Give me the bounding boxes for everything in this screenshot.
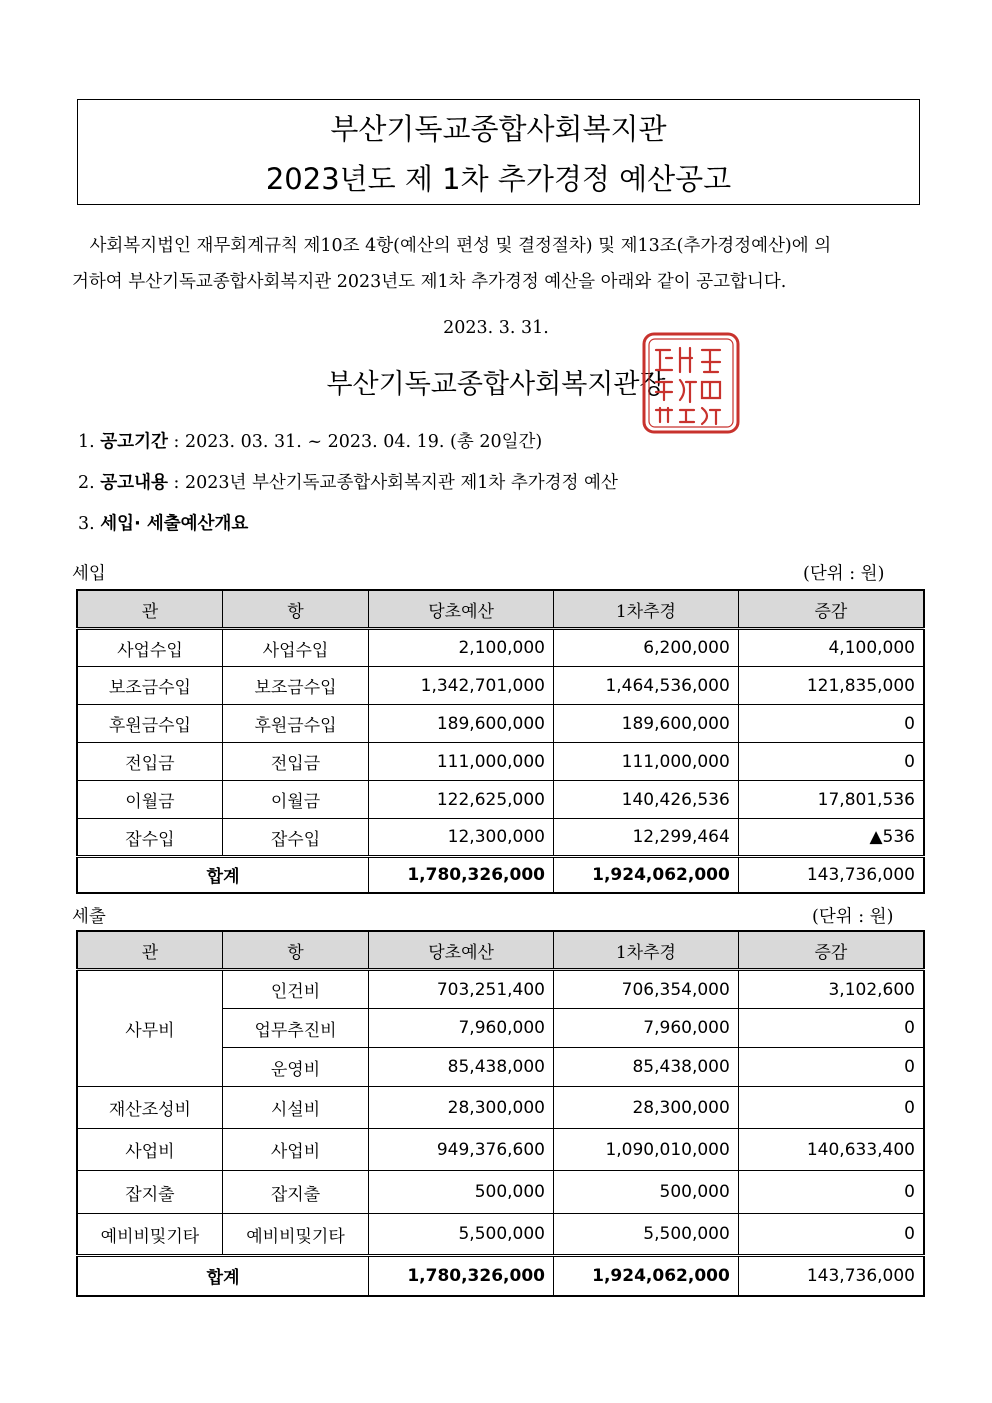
column-header: 당초예산 [369, 590, 554, 629]
revenue-unit: (단위 : 원) [803, 564, 885, 584]
table-row: 사업수입 사업수입 2,100,000 6,200,000 4,100,000 [77, 629, 924, 667]
table-row: 재산조성비 시설비 28,300,000 28,300,000 0 [77, 1087, 924, 1129]
table-row: 업무추진비 7,960,000 7,960,000 0 [77, 1009, 924, 1048]
column-header: 증감 [738, 590, 924, 629]
notice-items [78, 428, 618, 551]
table-row: 이월금 이월금 122,625,000 140,426,536 17,801,536 [77, 781, 924, 819]
expense-table [76, 930, 925, 1297]
table-row: 보조금수입 보조금수입 1,342,701,000 1,464,536,000 121,835,000 [77, 667, 924, 705]
item-value: 2023년 부산기독교종합사회복지관 제1차 추가경정 예산 [184, 473, 618, 493]
table-header-row [77, 590, 924, 629]
column-header: 증감 [738, 931, 924, 970]
revenue-table [76, 589, 925, 894]
revenue-label: 세입 [72, 564, 106, 584]
item-overview: 3. 세입· 세출예산개요 [78, 514, 249, 534]
column-header: 1차추경 [554, 931, 739, 970]
notice-title: 2023년도 제 1차 추가경정 예산공고 [265, 162, 732, 196]
column-header: 관 [77, 931, 222, 970]
signer-name: 부산기독교종합사회복지관장 [326, 369, 666, 400]
item-label: 세입· 세출예산개요 [100, 514, 249, 534]
item-label: 공고내용 [100, 473, 168, 493]
official-seal-icon [640, 330, 742, 436]
column-header: 1차추경 [554, 590, 739, 629]
column-header: 당초예산 [369, 931, 554, 970]
group-cell: 사무비 [77, 970, 222, 1087]
expense-unit: (단위 : 원) [812, 907, 894, 927]
column-header: 항 [222, 931, 368, 970]
total-label: 합계 [77, 857, 369, 893]
table-row: 잡지출 잡지출 500,000 500,000 0 [77, 1171, 924, 1214]
table-row: 예비비및기타 예비비및기타 5,500,000 5,500,000 0 [77, 1214, 924, 1256]
table-row: 전입금 전입금 111,000,000 111,000,000 0 [77, 743, 924, 781]
item-period: 1. 공고기간 : 2023. 03. 31. ~ 2023. 04. 19. (총 20일간) [78, 432, 543, 452]
item-label: 공고기간 [100, 432, 168, 452]
table-row: 잡수입 잡수입 12,300,000 12,299,464 ▲536 [77, 819, 924, 857]
item-content: 2. 공고내용 : 2023년 부산기독교종합사회복지관 제1차 추가경정 예산 [78, 473, 618, 493]
org-title: 부산기독교종합사회복지관 [330, 112, 667, 146]
table-header-row [77, 931, 924, 970]
notice-date: 2023. 3. 31. [443, 318, 549, 338]
table-row: 후원금수입 후원금수입 189,600,000 189,600,000 0 [77, 705, 924, 743]
column-header: 관 [77, 590, 222, 629]
table-row: 운영비 85,438,000 85,438,000 0 [77, 1048, 924, 1087]
expense-label: 세출 [72, 907, 106, 927]
total-row: 합계 1,780,326,000 1,924,062,000 143,736,000 [77, 1256, 924, 1296]
total-label: 합계 [77, 1256, 369, 1296]
column-header: 항 [222, 590, 368, 629]
total-row: 합계 1,780,326,000 1,924,062,000 143,736,000 [77, 857, 924, 893]
intro-paragraph [72, 228, 922, 300]
item-value: 2023. 03. 31. ~ 2023. 04. 19. (총 20일간) [184, 432, 543, 452]
table-row: 사무비 인건비 703,251,400 706,354,000 3,102,600 [77, 970, 924, 1009]
intro-line-2: 거하여 부산기독교종합사회복지관 2023년도 제1차 추가경정 예산을 아래와 같이 공고합니다. [72, 272, 787, 292]
table-row: 사업비 사업비 949,376,600 1,090,010,000 140,633,400 [77, 1129, 924, 1171]
intro-line-1: 사회복지법인 재무회계규칙 제10조 4항(예산의 편성 및 결정절차) 및 제13조(추가경정예산)에 의 [72, 236, 832, 256]
notice-title-box [77, 99, 920, 205]
